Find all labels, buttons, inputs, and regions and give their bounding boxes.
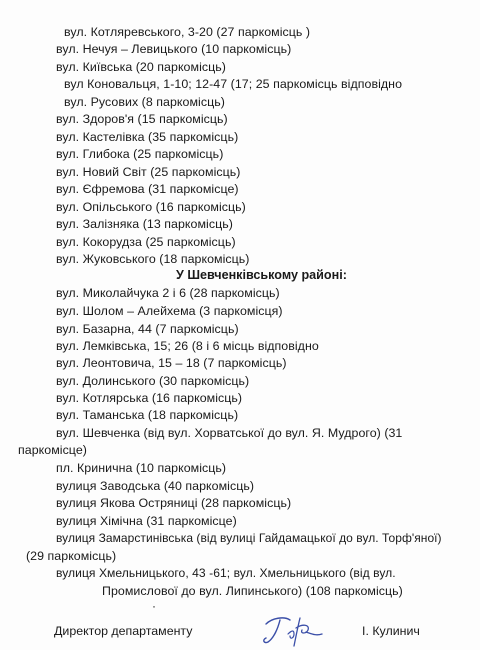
list-item: вул. Жуковського (18 паркомісць): [56, 252, 250, 266]
list-item: вулиця Замарстинівська (від вулиці Гайдамацької до вул. Торф'яної): [56, 531, 442, 545]
position-title: Директор департаменту: [54, 624, 193, 638]
list-item: вул. Новий Світ (25 паркомісць): [56, 165, 241, 179]
list-item: вулиця Хімічна (31 паркомісце): [56, 514, 237, 528]
list-item: вул. Русових (8 паркомісць): [64, 95, 225, 109]
stray-mark: ·: [152, 599, 156, 613]
list-item: вул. Єфремова (31 паркомісце): [56, 182, 239, 196]
list-item: вул. Кастелівка (35 паркомісць): [56, 130, 239, 144]
list-item: вул. Леонтовича, 15 – 18 (7 паркомісць): [56, 356, 287, 370]
list-item: вулиця Хмельницького, 43 -61; вул. Хмельницького (від вул.: [56, 566, 396, 580]
handwritten-signature: [258, 612, 328, 648]
list-item: вул. Опільського (16 паркомісць): [56, 200, 246, 214]
list-item: вул. Шолом – Алейхема (3 паркомісця): [56, 304, 283, 318]
list-item: вул. Київська (20 паркомісць): [56, 60, 226, 74]
list-item: вул. Глибока (25 паркомісць): [56, 147, 224, 161]
list-item: вул. Таманська (18 паркомісць): [56, 408, 239, 422]
list-item: вул. Котляревського, 3-20 (27 паркомісць ): [64, 25, 311, 39]
list-item: вулиця Заводська (40 паркомісць): [56, 479, 255, 493]
list-item: вулиця Якова Остряниці (28 паркомісць): [56, 496, 292, 510]
list-item: вул. Шевченка (від вул. Хорватської до вул. Я. Мудрого) (31: [56, 426, 403, 440]
list-item: вул. Долинського (30 паркомісць): [56, 374, 250, 388]
list-item: вул. Лемківська, 15; 26 (8 і 6 місць відповідно: [56, 339, 319, 353]
list-item-continuation: Промислової до вул. Липинського) (108 паркомісць): [102, 584, 403, 598]
signatory-name: І. Кулинич: [362, 624, 420, 638]
list-item: вул Коновальця, 1-10; 12-47 (17; 25 паркомісць відповідно: [64, 77, 403, 91]
list-item: пл. Кринична (10 паркомісць): [56, 461, 227, 475]
list-item: вул. Кокорудза (25 паркомісць): [56, 235, 236, 249]
list-item: вул. Котлярська (16 паркомісць): [56, 391, 243, 405]
list-item: вул. Нечуя – Левицького (10 паркомісць): [56, 42, 292, 56]
list-item: вул. Миколайчука 2 і 6 (28 паркомісць): [56, 286, 280, 300]
list-item: вул. Здоров'я (15 паркомісць): [56, 112, 228, 126]
list-item-continuation: (29 паркомісць): [26, 549, 117, 563]
section-heading: У Шевченківському районі:: [176, 268, 347, 282]
list-item: вул. Базарна, 44 (7 паркомісць): [56, 322, 239, 336]
list-item: вул. Залізняка (13 паркомісць): [56, 217, 233, 231]
list-item-continuation: паркомісце): [18, 443, 87, 457]
